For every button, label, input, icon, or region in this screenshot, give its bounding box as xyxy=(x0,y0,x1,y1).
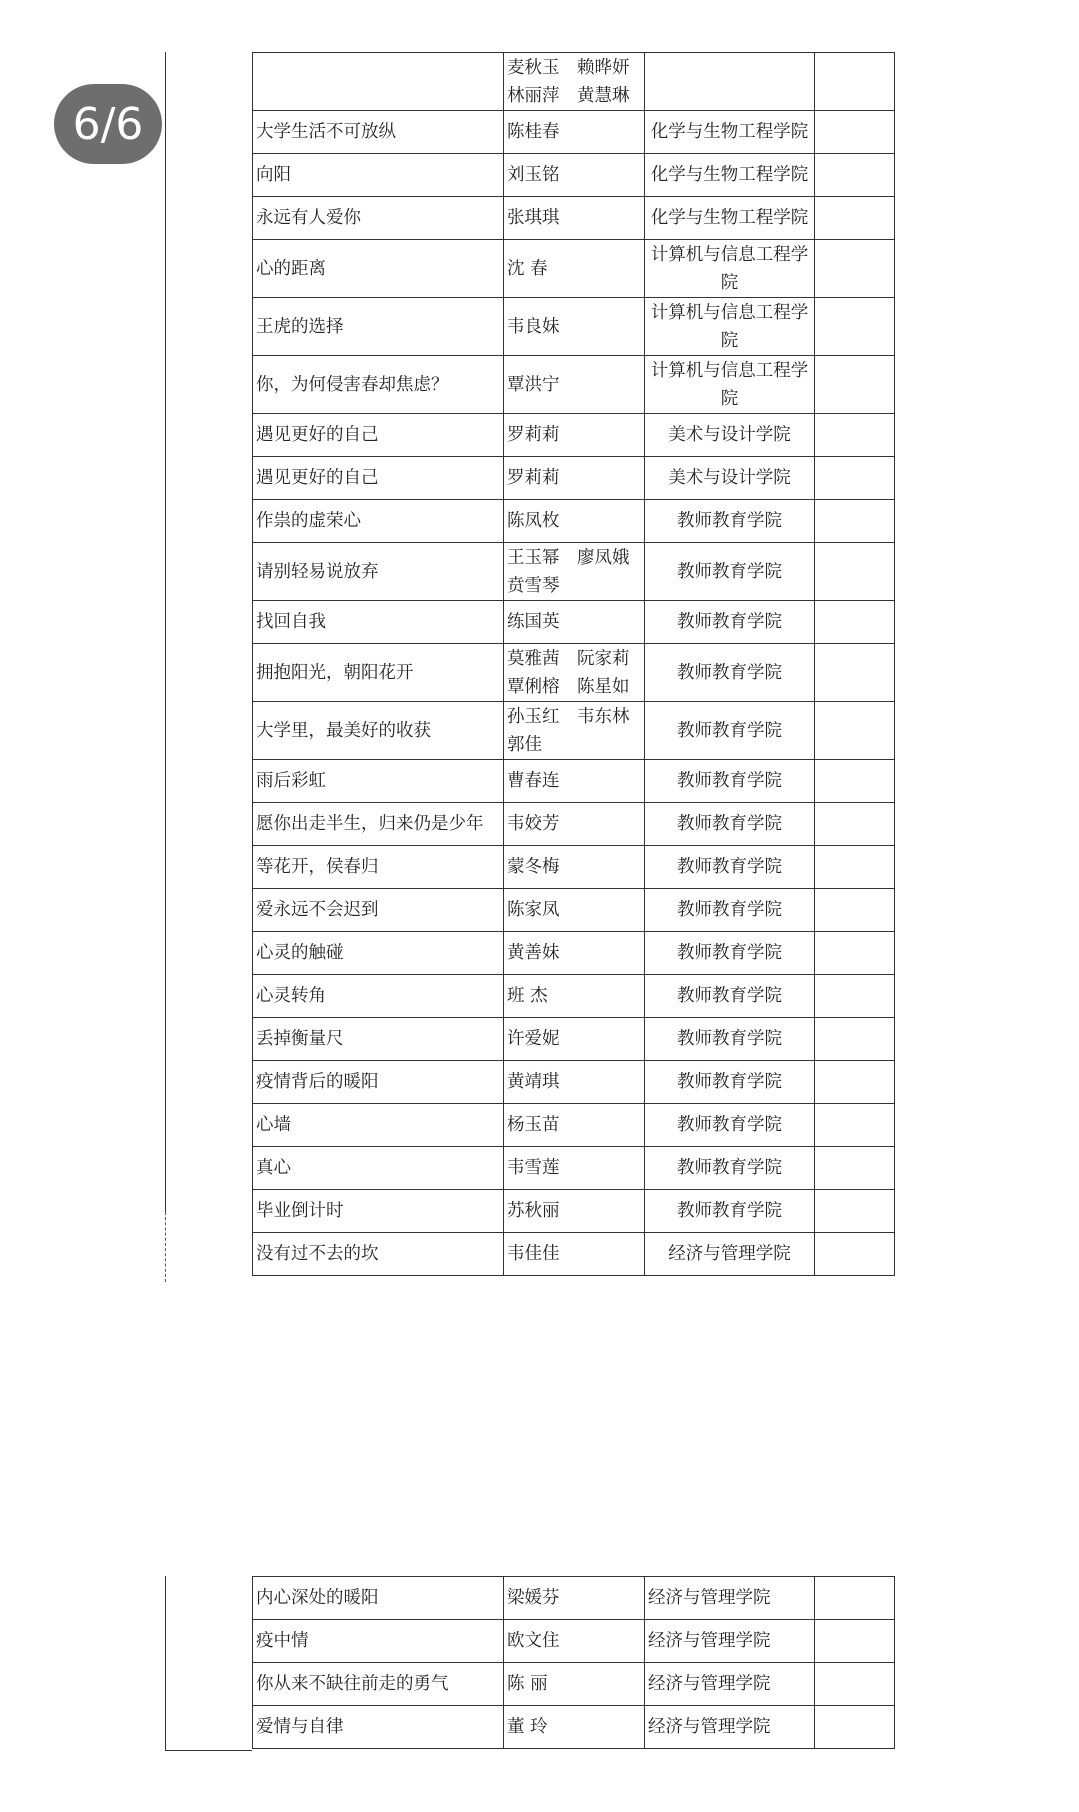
note-cell xyxy=(815,154,895,197)
note-cell xyxy=(815,760,895,803)
table-row xyxy=(253,1663,895,1706)
note-cell xyxy=(815,543,895,601)
author-cell: 陈桂春 xyxy=(504,111,645,154)
college-cell: 计算机与信息工程学院 xyxy=(645,240,815,298)
author-cell: 张琪琪 xyxy=(504,197,645,240)
table-row xyxy=(253,601,895,644)
left-margin-rule xyxy=(165,52,166,1212)
work-title-cell: 爱永远不会迟到 xyxy=(253,889,504,932)
college-cell: 教师教育学院 xyxy=(645,846,815,889)
work-title-cell: 心的距离 xyxy=(253,240,504,298)
table-row xyxy=(253,1577,895,1620)
college-cell: 教师教育学院 xyxy=(645,803,815,846)
work-title-cell: 王虎的选择 xyxy=(253,298,504,356)
works-table-top xyxy=(252,52,895,1276)
author-cell: 韦良妹 xyxy=(504,298,645,356)
table-row xyxy=(253,1706,895,1749)
note-cell xyxy=(815,298,895,356)
author-cell: 沈 春 xyxy=(504,240,645,298)
author-cell: 罗莉莉 xyxy=(504,414,645,457)
note-cell xyxy=(815,1147,895,1190)
author-cell: 班 杰 xyxy=(504,975,645,1018)
table-row xyxy=(253,889,895,932)
college-cell: 教师教育学院 xyxy=(645,1104,815,1147)
author-cell: 陈 丽 xyxy=(504,1663,645,1706)
author-cell: 韦佳佳 xyxy=(504,1233,645,1276)
left-margin-rule-bottom xyxy=(165,1576,166,1750)
table-row xyxy=(253,1233,895,1276)
work-title-cell: 你从来不缺往前走的勇气 xyxy=(253,1663,504,1706)
note-cell xyxy=(815,932,895,975)
note-cell xyxy=(815,1577,895,1620)
work-title-cell: 爱情与自律 xyxy=(253,1706,504,1749)
author-cell: 曹春连 xyxy=(504,760,645,803)
note-cell xyxy=(815,1190,895,1233)
table-row xyxy=(253,1147,895,1190)
note-cell xyxy=(815,975,895,1018)
note-cell xyxy=(815,1233,895,1276)
college-cell: 教师教育学院 xyxy=(645,1147,815,1190)
work-title-cell: 疫情背后的暖阳 xyxy=(253,1061,504,1104)
note-cell xyxy=(815,889,895,932)
author-cell: 韦雪莲 xyxy=(504,1147,645,1190)
work-title-cell: 愿你出走半生，归来仍是少年 xyxy=(253,803,504,846)
work-title-cell: 等花开，侯春归 xyxy=(253,846,504,889)
work-title-cell: 你，为何侵害春却焦虑？ xyxy=(253,356,504,414)
author-cell: 陈家凤 xyxy=(504,889,645,932)
note-cell xyxy=(815,644,895,702)
bottom-margin-rule xyxy=(165,1750,252,1751)
left-margin-rule-dashed xyxy=(165,1212,166,1282)
table-row xyxy=(253,932,895,975)
college-cell: 教师教育学院 xyxy=(645,702,815,760)
author-cell: 练国英 xyxy=(504,601,645,644)
table-row xyxy=(253,803,895,846)
table-row xyxy=(253,1104,895,1147)
table-row xyxy=(253,356,895,414)
table-row xyxy=(253,240,895,298)
college-cell xyxy=(645,53,815,111)
work-title-cell: 毕业倒计时 xyxy=(253,1190,504,1233)
college-cell: 教师教育学院 xyxy=(645,1190,815,1233)
college-cell: 教师教育学院 xyxy=(645,543,815,601)
table-row xyxy=(253,1190,895,1233)
work-title-cell: 心灵转角 xyxy=(253,975,504,1018)
college-cell: 经济与管理学院 xyxy=(645,1663,815,1706)
note-cell xyxy=(815,500,895,543)
work-title-cell: 大学生活不可放纵 xyxy=(253,111,504,154)
table-row xyxy=(253,760,895,803)
note-cell xyxy=(815,1663,895,1706)
table-row xyxy=(253,644,895,702)
college-cell: 美术与设计学院 xyxy=(645,414,815,457)
college-cell: 教师教育学院 xyxy=(645,644,815,702)
work-title-cell: 丢掉衡量尺 xyxy=(253,1018,504,1061)
table-row xyxy=(253,111,895,154)
author-cell: 莫雅茜 阮家莉 覃俐榕 陈星如 xyxy=(504,644,645,702)
work-title-cell: 大学里，最美好的收获 xyxy=(253,702,504,760)
table-row xyxy=(253,53,895,111)
work-title-cell: 请别轻易说放弃 xyxy=(253,543,504,601)
work-title-cell xyxy=(253,53,504,111)
note-cell xyxy=(815,1104,895,1147)
table-row xyxy=(253,846,895,889)
college-cell: 计算机与信息工程学院 xyxy=(645,298,815,356)
work-title-cell: 真心 xyxy=(253,1147,504,1190)
table-row xyxy=(253,197,895,240)
author-cell: 罗莉莉 xyxy=(504,457,645,500)
note-cell xyxy=(815,1018,895,1061)
college-cell: 教师教育学院 xyxy=(645,975,815,1018)
college-cell: 计算机与信息工程学院 xyxy=(645,356,815,414)
note-cell xyxy=(815,702,895,760)
work-title-cell: 心墙 xyxy=(253,1104,504,1147)
work-title-cell: 遇见更好的自己 xyxy=(253,457,504,500)
college-cell: 经济与管理学院 xyxy=(645,1577,815,1620)
table-row xyxy=(253,702,895,760)
table-row xyxy=(253,543,895,601)
college-cell: 教师教育学院 xyxy=(645,932,815,975)
table-row xyxy=(253,298,895,356)
note-cell xyxy=(815,1706,895,1749)
college-cell: 经济与管理学院 xyxy=(645,1706,815,1749)
note-cell xyxy=(815,803,895,846)
college-cell: 美术与设计学院 xyxy=(645,457,815,500)
work-title-cell: 心灵的触碰 xyxy=(253,932,504,975)
author-cell: 孙玉红 韦东林 郭佳 xyxy=(504,702,645,760)
table-row xyxy=(253,414,895,457)
author-cell: 杨玉苗 xyxy=(504,1104,645,1147)
author-cell: 韦姣芳 xyxy=(504,803,645,846)
note-cell xyxy=(815,1061,895,1104)
table-row xyxy=(253,1620,895,1663)
note-cell xyxy=(815,414,895,457)
author-cell: 董 玲 xyxy=(504,1706,645,1749)
note-cell xyxy=(815,356,895,414)
table-row xyxy=(253,500,895,543)
note-cell xyxy=(815,197,895,240)
author-cell: 许爱妮 xyxy=(504,1018,645,1061)
author-cell: 刘玉铭 xyxy=(504,154,645,197)
work-title-cell: 疫中情 xyxy=(253,1620,504,1663)
table-row xyxy=(253,975,895,1018)
author-cell: 黄靖琪 xyxy=(504,1061,645,1104)
page-indicator: 6/6 xyxy=(54,84,162,164)
work-title-cell: 向阳 xyxy=(253,154,504,197)
note-cell xyxy=(815,240,895,298)
work-title-cell: 遇见更好的自己 xyxy=(253,414,504,457)
college-cell: 化学与生物工程学院 xyxy=(645,197,815,240)
note-cell xyxy=(815,53,895,111)
work-title-cell: 雨后彩虹 xyxy=(253,760,504,803)
note-cell xyxy=(815,1620,895,1663)
author-cell: 黄善妹 xyxy=(504,932,645,975)
college-cell: 教师教育学院 xyxy=(645,601,815,644)
author-cell: 麦秋玉 赖晔妍 林丽萍 黄慧琳 xyxy=(504,53,645,111)
work-title-cell: 作祟的虚荣心 xyxy=(253,500,504,543)
college-cell: 教师教育学院 xyxy=(645,500,815,543)
author-cell: 王玉幂 廖凤娥 贲雪琴 xyxy=(504,543,645,601)
table-row xyxy=(253,1018,895,1061)
work-title-cell: 内心深处的暖阳 xyxy=(253,1577,504,1620)
author-cell: 苏秋丽 xyxy=(504,1190,645,1233)
note-cell xyxy=(815,846,895,889)
college-cell: 教师教育学院 xyxy=(645,1061,815,1104)
work-title-cell: 永远有人爱你 xyxy=(253,197,504,240)
note-cell xyxy=(815,457,895,500)
table-row xyxy=(253,154,895,197)
college-cell: 经济与管理学院 xyxy=(645,1233,815,1276)
note-cell xyxy=(815,111,895,154)
author-cell: 欧文住 xyxy=(504,1620,645,1663)
college-cell: 教师教育学院 xyxy=(645,1018,815,1061)
college-cell: 教师教育学院 xyxy=(645,889,815,932)
table-row xyxy=(253,457,895,500)
author-cell: 梁媛芬 xyxy=(504,1577,645,1620)
college-cell: 经济与管理学院 xyxy=(645,1620,815,1663)
college-cell: 化学与生物工程学院 xyxy=(645,154,815,197)
college-cell: 教师教育学院 xyxy=(645,760,815,803)
author-cell: 覃洪宁 xyxy=(504,356,645,414)
college-cell: 化学与生物工程学院 xyxy=(645,111,815,154)
work-title-cell: 拥抱阳光，朝阳花开 xyxy=(253,644,504,702)
note-cell xyxy=(815,601,895,644)
author-cell: 陈凤枚 xyxy=(504,500,645,543)
author-cell: 蒙冬梅 xyxy=(504,846,645,889)
work-title-cell: 没有过不去的坎 xyxy=(253,1233,504,1276)
work-title-cell: 找回自我 xyxy=(253,601,504,644)
table-row xyxy=(253,1061,895,1104)
works-table-bottom xyxy=(252,1576,895,1749)
